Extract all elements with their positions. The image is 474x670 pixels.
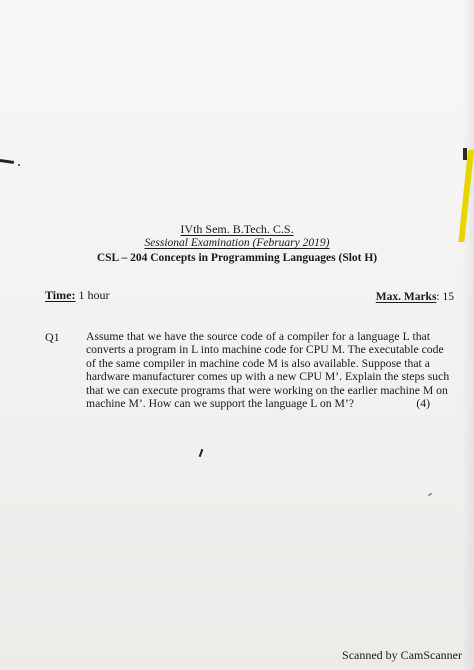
time-label: Time:: [45, 288, 76, 302]
question-line: machine M’. How can we support the language L on M’?: [86, 397, 354, 411]
question-marks: (4): [416, 397, 430, 411]
stray-pen-mark-2: [428, 493, 432, 496]
margin-dot-mark: [18, 164, 20, 166]
max-marks-label: Max. Marks: [375, 291, 437, 303]
dark-edge-mark: [463, 148, 467, 160]
question-line: converts a program in L into machine code for CPU M. The executable code: [86, 343, 444, 357]
exam-name-text: Sessional Examination (February 2019): [144, 237, 330, 249]
exam-name-line: [0, 237, 474, 249]
question-number: Q1: [45, 330, 60, 344]
stray-pen-mark: [199, 449, 204, 457]
page-edge-shadow: [462, 0, 474, 670]
time-value: 1 hour: [75, 288, 110, 302]
question-line: hardware manufacturer comes up with a new CPU M’. Explain the steps such: [86, 370, 450, 384]
margin-pen-mark: [0, 159, 14, 164]
time-info: [45, 288, 109, 303]
max-marks-value: : 15: [436, 291, 454, 303]
question-last-row: [86, 397, 430, 410]
semester-text: IVth Sem. B.Tech. C.S.: [180, 222, 294, 236]
max-marks-info: [376, 291, 454, 303]
question-text: [86, 330, 450, 411]
question-line: Assume that we have the source code of a compiler for a language L that: [86, 330, 430, 343]
question-line: that we can execute programs that were working on the earlier machine M on: [86, 383, 448, 397]
scanner-watermark: Scanned by CamScanner: [342, 648, 462, 662]
course-title: CSL – 204 Concepts in Programming Languages (Slot H): [96, 252, 378, 264]
question-line: of the same compiler in machine code M is also available. Suppose that a: [86, 356, 430, 370]
semester-line: [0, 222, 474, 237]
